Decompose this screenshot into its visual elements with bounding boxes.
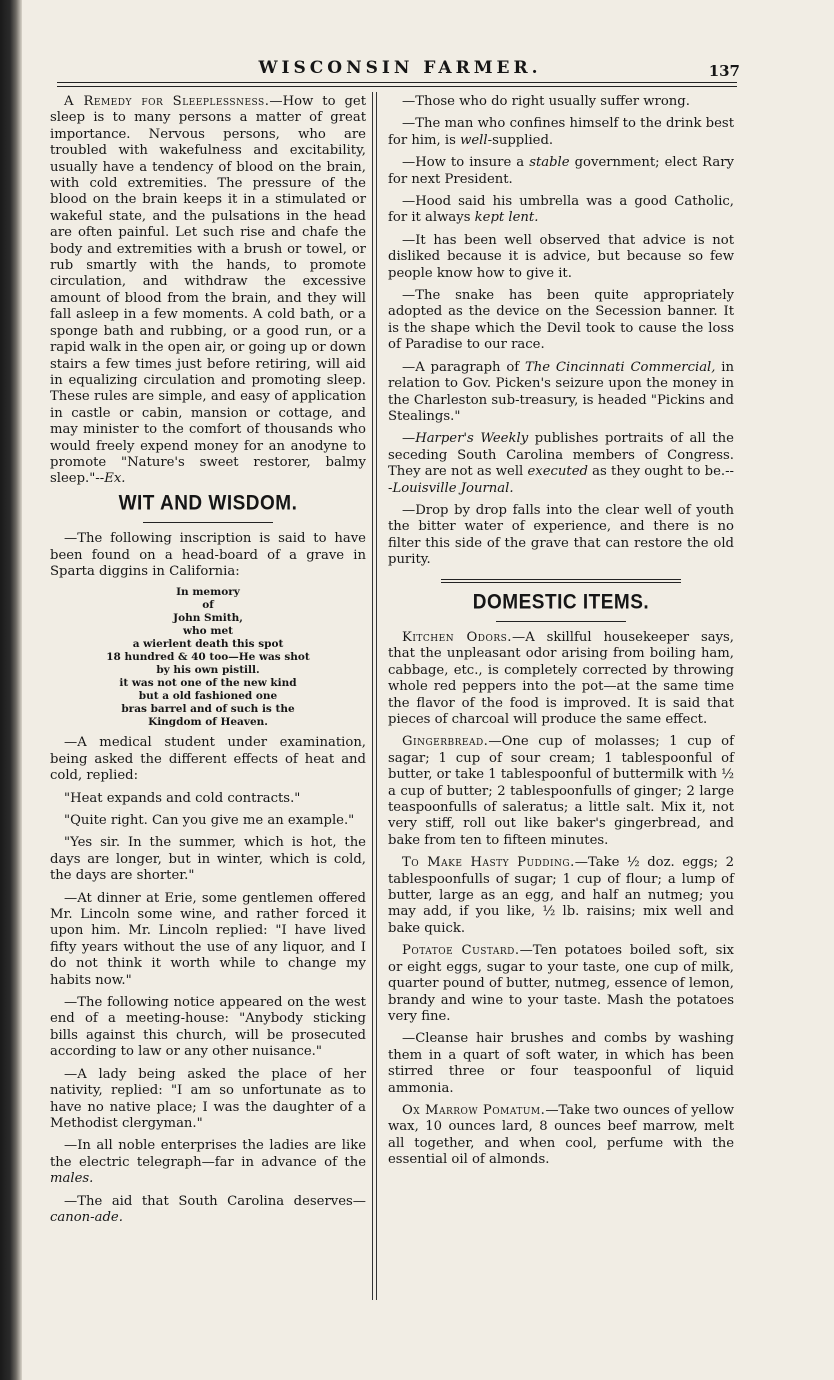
lady-nativity: —A lady being asked the place of her nativity, replied: "I am so unfortunate as to have no native place; I was the daughter of a Methodist clergyman." <box>50 1066 366 1131</box>
inscription-intro: —The following inscription is said to have been found on a head-board of a grave in Sparta diggins in California: <box>50 531 366 579</box>
ox-marrow-recipe <box>388 1103 734 1169</box>
hasty-pudding-recipe <box>388 855 734 937</box>
kitchen-title: Kitchen Odors. <box>402 629 512 645</box>
south-carolina-quip <box>50 1194 366 1227</box>
domestic-items-heading: DOMESTIC ITEMS. <box>472 590 650 614</box>
south-emphasis: canon-ade. <box>50 1209 123 1225</box>
paragraph-quip <box>388 360 734 426</box>
noble-emphasis: males. <box>50 1171 94 1187</box>
potatoe-custard-recipe <box>388 943 734 1025</box>
remedy-body: —How to get sleep is to many persons a matter of great importance. Nervous persons, who are troubled with wakefulness and excitability, usually have a tendency of blood on the brain, with cold extremities. The pressure of the blood on the brain keeps it in a stimulated or wakeful state, and the pulsations in the head are often painful. Let such rise and chafe the body and extremities with a brush or towel, or rub smartly with the hands, to promote circulation, and withdraw the excessive amount of blood from the brain, and they will fall asleep in a few moments. A cold bath, or a sponge bath and rubbing, or a good run, or a rapid walk in the open air, or going up or down stairs a few times just before retiring, will aid in equalizing circulation and promoting sleep. These rules are simple, and easy of application in castle or cabin, mansion or cottage, and may minister to the comfort of thousands who would freely expend money for an anodyne to promote "Nature's sweet restorer, balmy sleep." <box>50 94 366 487</box>
paper-name: The Cincinnati Commercial, <box>524 359 716 375</box>
harpers-name: Harper's Weekly <box>415 431 529 447</box>
inscription-line: a wierlent death this spot <box>132 638 284 651</box>
hood-umbrella <box>388 194 734 227</box>
header-rule <box>57 82 737 83</box>
inscription-line: but a old fashioned one <box>138 690 278 703</box>
inscription-line: who met <box>183 625 233 638</box>
page-binding-edge <box>0 0 22 1380</box>
hood-emphasis: kept lent. <box>474 210 539 226</box>
hood-text: —Hood said his umbrella was a good Catholic, for it always <box>388 194 734 226</box>
section-double-rule <box>441 579 681 583</box>
remedy-paragraph <box>50 94 366 488</box>
snake-quip: —The snake has been quite appropriately adopted as the device on the Secession banner. It is the shape which the Devil took to cause the loss of Paradise to our race. <box>388 288 734 353</box>
noble-enterprises <box>50 1138 366 1187</box>
gingerbread-body: —One cup of molasses; 1 cup of sagar; 1 cup of sour cream; 1 tablespoonful of butter, or take 1 tablespoonful of buttermilk with ½ a cup of butter; 2 tablespoonfulls of ginger; 2 large teaspoonfulls of saleratus; a little salt. Mix it, not very stiff, roll out like baker's gingerbread, and bake from ten to fifteen minutes. <box>388 734 734 848</box>
noble-text: —In all noble enterprises the ladies are like the electric telegraph—far in advance of the <box>50 1138 366 1170</box>
grave-inscription <box>50 586 366 729</box>
drink-suffix: -supplied. <box>487 132 554 148</box>
medical-q1: "Heat expands and cold contracts." <box>64 790 301 806</box>
domestic-heading-rule <box>496 621 626 622</box>
drink-text: —The man who confines himself to the drink best for him, is <box>388 116 734 148</box>
potatoe-title: Potatoe Custard. <box>402 943 520 959</box>
hasty-title: To Make Hasty Pudding. <box>402 855 575 871</box>
inscription-line: bras barrel and of such is the <box>121 703 295 716</box>
inscription-line: John Smith, <box>173 612 243 625</box>
drop-by-drop: —Drop by drop falls into the clear well of youth the bitter water of experience, and there is no filter this side of the grave that can restore the old purity. <box>388 502 734 568</box>
stable-emphasis: stable <box>529 155 570 171</box>
potatoe-body: —Ten potatoes boiled soft, six or eight eggs, sugar to your taste, one cup of milk, quarter pound of butter, nutmeg, essence of lemon, brandy and wine to your taste. Mash the potatoes very fine. <box>388 943 734 1024</box>
stable-text: —How to insure a <box>402 155 530 171</box>
ox-body: —Take two ounces of yellow wax, 10 ounces lard, 8 ounces beef marrow, melt all together, and when cool, perfume with the essential oil of almonds. <box>388 1102 734 1168</box>
gingerbread-title: Gingerbread. <box>402 734 489 750</box>
harpers-suffix: as they ought to be. <box>587 464 726 480</box>
lincoln-anecdote: —At dinner at Erie, some gentlemen offered Mr. Lincoln some wine, and rather forced it upon him. Mr. Lincoln replied: "I have lived fifty years without the use of any liquor, and I do not think it worth while to change my habits now." <box>50 890 366 988</box>
church-notice: —The following notice appeared on the west end of a meeting-house: "Anybody sticking bills against this church, will be prosecuted according to law or any other nuisance." <box>50 995 366 1060</box>
wit-wisdom-heading: WIT AND WISDOM. <box>118 491 298 515</box>
inscription-line: of <box>202 599 214 612</box>
left-column <box>50 94 366 1232</box>
remedy-title: A Remedy for Sleeplessness. <box>64 94 270 109</box>
stable-suffix: government; elect Rary for next President. <box>388 155 734 187</box>
column-divider-secondary <box>376 92 377 1300</box>
remedy-source: --Ex. <box>95 471 126 487</box>
those-right: —Those who do right usually suffer wrong. <box>402 94 690 109</box>
inscription-line: it was not one of the new kind <box>119 677 297 690</box>
page-header <box>60 58 740 88</box>
paragraph-text: —A paragraph of <box>402 359 525 375</box>
harpers-emphasis: executed <box>527 464 588 480</box>
running-title: WISCONSIN FARMER. <box>258 58 542 78</box>
harpers-source: Louisville Journal. <box>392 480 514 496</box>
gingerbread-recipe <box>388 734 734 849</box>
south-text: —The aid that South Carolina deserves— <box>64 1193 366 1209</box>
medical-answer: "Yes sir. In the summer, which is hot, the days are longer, but in winter, which is cold, the days are shorter." <box>50 835 366 884</box>
wit-heading-rule <box>143 522 273 523</box>
header-rule-secondary <box>57 86 737 87</box>
column-divider <box>372 92 373 1300</box>
kitchen-odors <box>388 630 734 728</box>
inscription-line: In memory <box>176 586 240 599</box>
drink-quip <box>388 116 734 149</box>
cleanse-brushes: —Cleanse hair brushes and combs by washing them in a quart of soft water, in which has been stirred three or four teaspoonful of liquid ammonia. <box>388 1031 734 1096</box>
paragraph-suffix: in relation to Gov. Picken's seizure upon the money in the Charleston sub-treasury, is headed "Pickins and Stealings." <box>388 359 735 424</box>
harpers-text: publishes portraits of all the seceding South Carolina members of Congress. They are not as well <box>388 431 734 480</box>
ox-title: Ox Marrow Pomatum. <box>402 1102 546 1118</box>
medical-q2: "Quite right. Can you give me an example." <box>64 813 355 828</box>
drink-emphasis: well <box>460 132 488 148</box>
hasty-body: —Take ½ doz. eggs; 2 tablespoonfulls of sugar; 1 cup of flour; a lump of butter, large as an egg, and half an nutmeg; you may add, if you like, ½ lb. raisins; mix well and bake quick. <box>388 855 735 936</box>
inscription-line: Kingdom of Heaven. <box>148 716 268 729</box>
advice-quip: —It has been well observed that advice is not disliked because it is advice, but because so few people know how to give it. <box>388 232 734 281</box>
right-column <box>388 94 734 1175</box>
page-number: 137 <box>708 62 740 80</box>
harpers-quip: —Harper's Weekly publishes portraits of all the seceding South Carolina members of Congress. They are not as well executed as they ought to be.---Louisville Journal. <box>388 431 734 496</box>
stable-government <box>388 155 734 188</box>
medical-intro: —A medical student under examination, being asked the different effects of heat and cold, replied: <box>50 735 366 784</box>
inscription-line: 18 hundred & 40 too—He was shot <box>106 651 310 664</box>
kitchen-body: —A skillful housekeeper says, that the unpleasant odor arising from boiling ham, cabbage, etc., is completely corrected by throwing whole red peppers into the pot—at the same time the flavor of the food is improved. It is said that pieces of charcoal will produce the same effect. <box>388 629 734 727</box>
inscription-line: by his own pistill. <box>156 664 260 677</box>
